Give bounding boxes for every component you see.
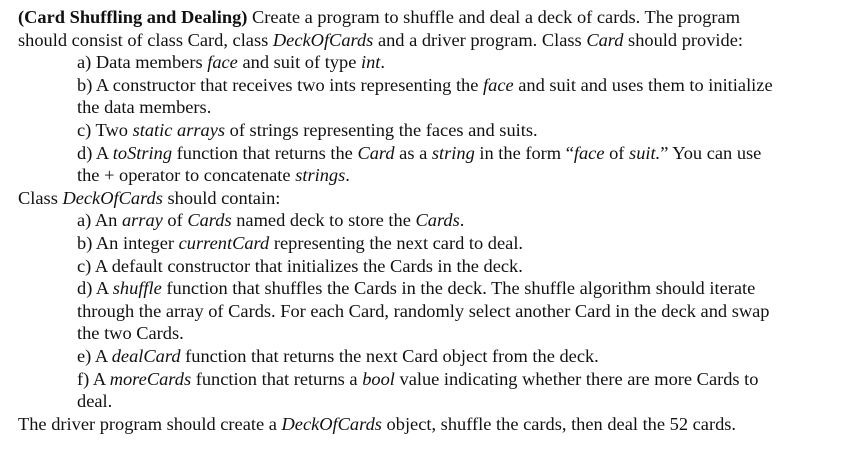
italic-term: string [431, 142, 475, 163]
bold-heading: (Card Shuffling and Dealing) [18, 7, 248, 27]
italic-term: bool [362, 368, 395, 389]
list-item-line [0, 322, 854, 345]
italic-term: currentCard [178, 232, 270, 253]
text-run: deal. [77, 391, 113, 412]
list-item-line [0, 277, 854, 300]
italic-term: Card [586, 29, 624, 50]
text-run: the + operator to concatenate [77, 165, 296, 186]
italic-term: face [207, 52, 238, 73]
list-item-line [0, 255, 854, 278]
text-run: should contain: [162, 187, 281, 208]
text-run: function that returns the next Card object from the deck. [180, 345, 599, 366]
text-run: in the form “ [474, 142, 574, 163]
text-run: the data members. [77, 97, 212, 118]
paragraph-line [0, 6, 854, 29]
italic-term: int [360, 52, 381, 73]
list-item-line [0, 51, 854, 74]
italic-term: DeckOfCards [62, 187, 163, 208]
text-run: function that returns the [172, 142, 358, 163]
text-run: . [380, 52, 385, 73]
text-run: should provide: [623, 29, 743, 50]
text-run: representing the next card to deal. [269, 232, 524, 253]
text-run: c) A default constructor that initializes the Cards in the deck. [77, 255, 523, 276]
text-run: . [459, 210, 465, 231]
italic-term: DeckOfCards [272, 29, 374, 50]
italic-term: array [121, 210, 163, 231]
text-run: function that returns a [191, 368, 363, 389]
text-run: of strings representing the faces and suits. [225, 119, 538, 140]
italic-term: toString [112, 142, 173, 163]
italic-term: Card [357, 142, 395, 163]
text-run: a) An [77, 210, 122, 231]
text-run: f) A [77, 368, 110, 389]
list-item-line [0, 232, 854, 255]
italic-term: Cards [187, 210, 232, 231]
text-run: c) Two [77, 119, 133, 140]
italic-term: suit. [629, 142, 661, 163]
list-item-line [0, 142, 854, 165]
italic-term: moreCards [109, 368, 192, 389]
text-run: . [345, 165, 350, 186]
list-item-line [0, 368, 854, 391]
italic-term: static arrays [132, 119, 226, 140]
text-run: should consist of class Card, class [18, 29, 273, 50]
list-item-line [0, 119, 854, 142]
paragraph-line [0, 29, 854, 52]
list-item-line [0, 345, 854, 368]
text-run: through the array of Cards. For each Card, randomly select another Card in the deck and swap [77, 300, 770, 321]
italic-term: Cards [415, 210, 460, 231]
italic-term: strings [295, 165, 346, 186]
italic-term: face [573, 142, 605, 163]
text-run: named deck to store the [231, 210, 416, 231]
italic-term: DeckOfCards [281, 413, 382, 434]
problem-text [0, 6, 854, 435]
text-run: a) Data members [77, 52, 208, 73]
list-item-line [0, 300, 854, 323]
list-item-line [0, 164, 854, 187]
text-run: as a [394, 142, 432, 163]
text-run: the two Cards. [77, 323, 184, 344]
paragraph-line [0, 187, 854, 210]
italic-term: shuffle [112, 278, 162, 299]
text-run: b) A constructor that receives two ints representing the [77, 74, 484, 95]
text-run: Class [18, 187, 63, 208]
text-run: value indicating whether there are more Cards to [394, 368, 759, 389]
text-run: d) A [77, 142, 113, 163]
text-run: object, shuffle the cards, then deal the 52 cards. [381, 413, 737, 434]
text-run: ” You can use [660, 142, 762, 163]
text-run: and a driver program. Class [373, 29, 587, 50]
text-run: e) A [77, 345, 112, 366]
text-run: The driver program should create a [18, 413, 282, 434]
text-run: b) An integer [77, 232, 179, 253]
text-run: and suit of type [237, 52, 361, 73]
text-run: function that shuffles the Cards in the deck. The shuffle algorithm should iterate [161, 278, 756, 299]
list-item-line [0, 390, 854, 413]
list-item-line [0, 209, 854, 232]
list-item-line [0, 96, 854, 119]
list-item-line [0, 74, 854, 97]
text-run: Create a program to shuffle and deal a deck of cards. The program [247, 7, 741, 27]
text-run: and suit and uses them to initialize [513, 74, 773, 95]
text-run: of [604, 142, 630, 163]
text-run: of [162, 210, 188, 231]
italic-term: face [483, 74, 514, 95]
paragraph-line [0, 413, 854, 436]
text-run: d) A [77, 278, 113, 299]
italic-term: dealCard [111, 345, 181, 366]
